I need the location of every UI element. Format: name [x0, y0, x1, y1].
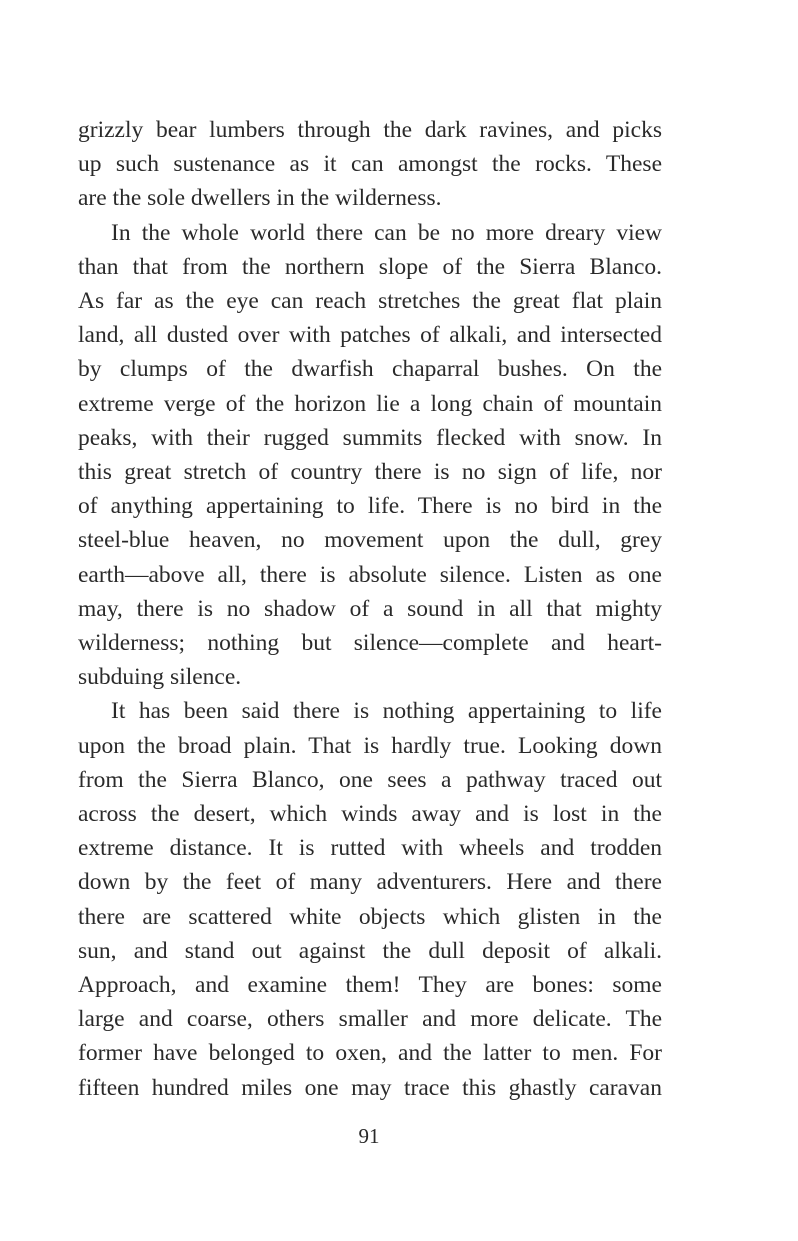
page-number: 91	[358, 1124, 380, 1148]
text-line: there are scattered white objects which glisten in the	[78, 903, 662, 930]
text-line: extreme distance. It is rutted with wheels and trodden	[78, 835, 662, 862]
text-line: from the Sierra Blanco, one sees a pathway traced out	[78, 766, 662, 793]
text-line: than that from the northern slope of the Sierra Blanco.	[78, 253, 662, 280]
text-line: earth—above all, there is absolute silence. Listen as one	[78, 561, 662, 588]
text-line: of anything appertaining to life. There is no bird in the	[78, 493, 662, 520]
text-line: subduing silence.	[78, 664, 242, 691]
text-line: large and coarse, others smaller and more delicate. The	[78, 1006, 662, 1033]
text-line: wilderness; nothing but silence—complete and heart-	[78, 630, 662, 657]
text-line: may, there is no shadow of a sound in all that mighty	[78, 595, 662, 622]
text-line: grizzly bear lumbers through the dark ravines, and picks	[78, 117, 662, 143]
text-line: are the sole dwellers in the wilderness.	[78, 185, 442, 212]
text-line: sun, and stand out against the dull deposit of alkali.	[78, 937, 662, 964]
text-line: extreme verge of the horizon lie a long chain of mountain	[78, 390, 662, 417]
text-line: It has been said there is nothing appertaining to life	[111, 698, 662, 725]
text-line: by clumps of the dwarfish chaparral bushes. On the	[78, 356, 662, 383]
text-line: this great stretch of country there is no sign of life, nor	[78, 459, 662, 486]
text-line: down by the feet of many adventurers. Here and there	[78, 869, 662, 896]
text-line: In the whole world there can be no more dreary view	[111, 219, 662, 246]
text-line: Approach, and examine them! They are bones: some	[78, 972, 662, 999]
text-line: former have belonged to oxen, and the latter to men. For	[78, 1040, 662, 1067]
text-line: steel-blue heaven, no movement upon the dull, grey	[78, 527, 662, 554]
body-text	[78, 113, 662, 1105]
text-line: peaks, with their rugged summits flecked with snow. In	[78, 424, 662, 451]
text-line: up such sustenance as it can amongst the rocks. These	[78, 151, 662, 178]
text-line: fifteen hundred miles one may trace this ghastly caravan	[78, 1074, 662, 1101]
text-line: land, all dusted over with patches of alkali, and intersected	[78, 322, 662, 349]
text-line: As far as the eye can reach stretches the great flat plain	[78, 288, 662, 315]
text-line: across the desert, which winds away and is lost in the	[78, 801, 662, 828]
text-line: upon the broad plain. That is hardly true. Looking down	[78, 732, 662, 759]
